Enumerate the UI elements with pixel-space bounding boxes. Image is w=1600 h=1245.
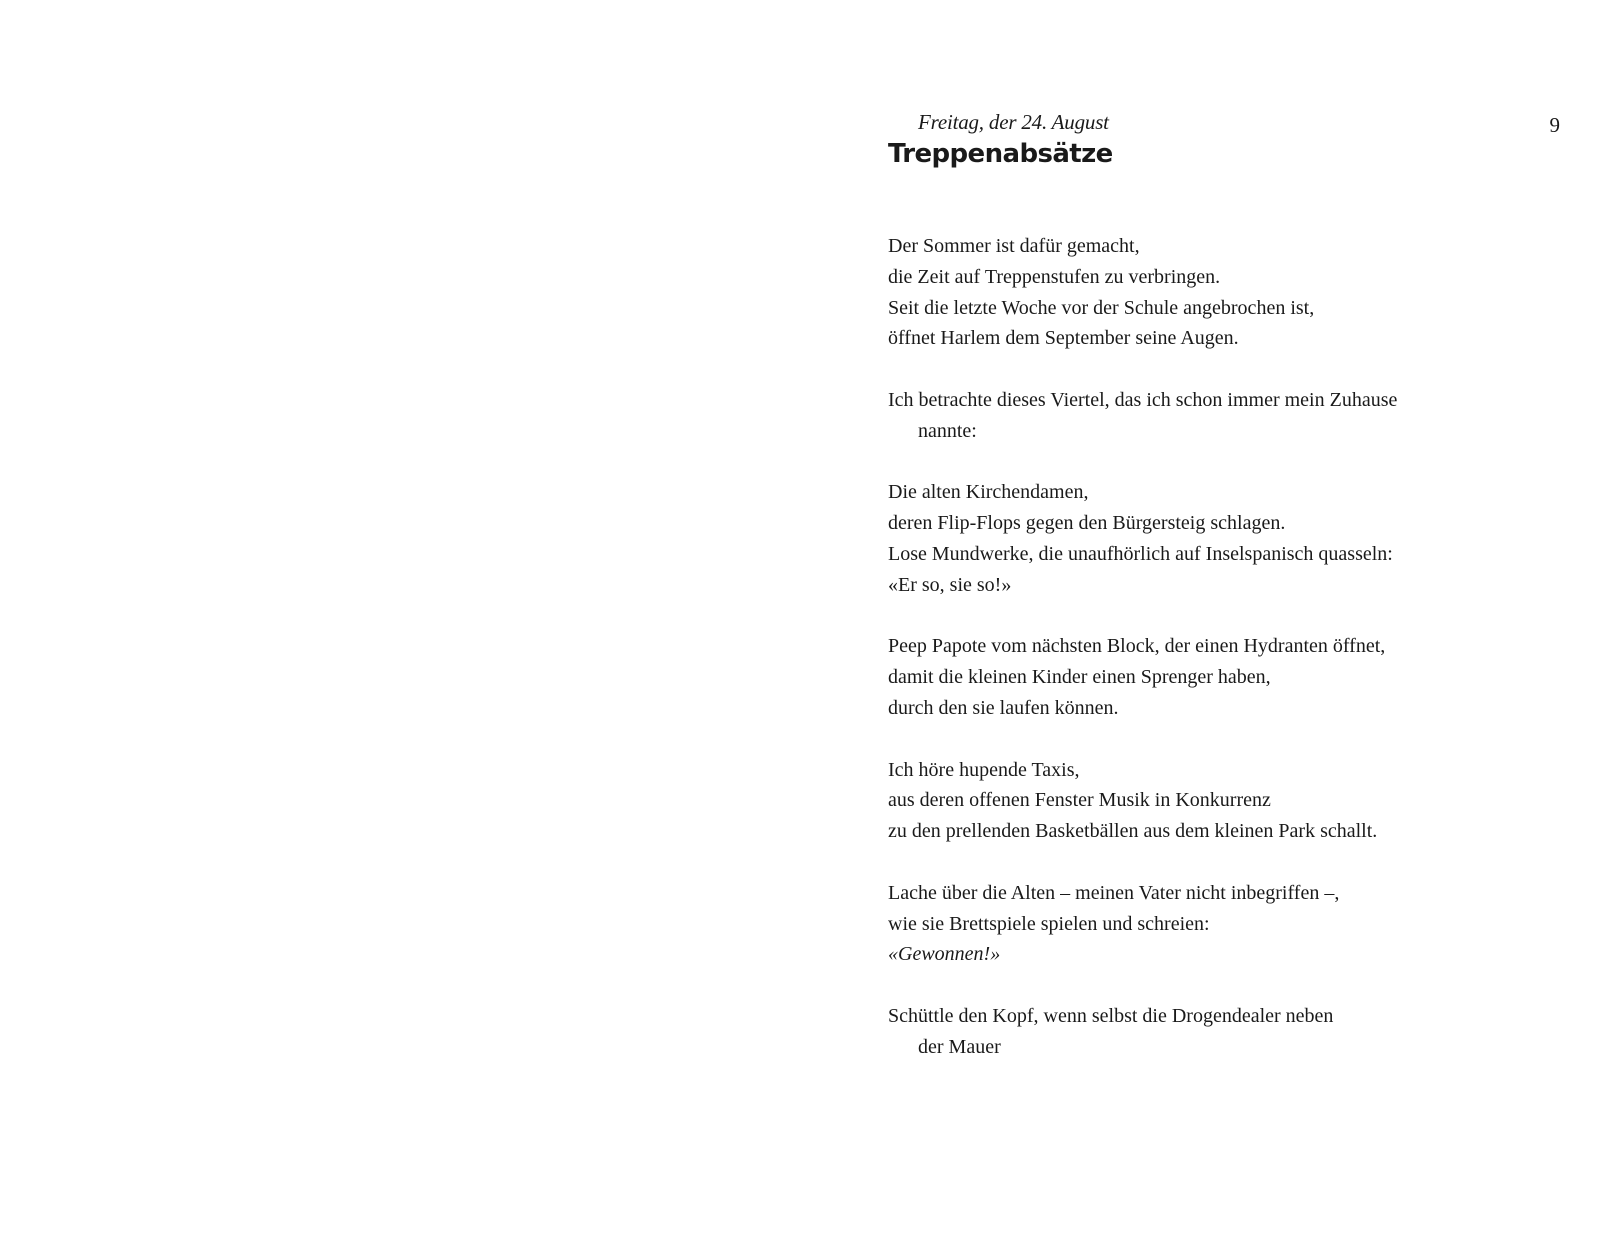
poem-line: öffnet Harlem dem September seine Augen.: [888, 327, 1239, 350]
poem-line: durch den sie laufen können.: [888, 696, 1119, 719]
poem-line: Peep Papote vom nächsten Block, der einen Hydranten öffnet,: [888, 635, 1386, 658]
poem-line: die Zeit auf Treppenstufen zu verbringen.: [888, 265, 1221, 288]
poem-line: Seit die letzte Woche vor der Schule angebrochen ist,: [888, 296, 1315, 319]
stanza: [888, 755, 1448, 847]
poem-line: Der Sommer ist dafür gemacht,: [888, 235, 1140, 257]
poem-line: wie sie Brettspiele spielen und schreien:: [888, 912, 1210, 935]
poem-line: zu den prellenden Basketbällen aus dem kleinen Park schallt.: [888, 820, 1378, 843]
poem-line: aus deren offenen Fenster Musik in Konkurrenz: [888, 789, 1271, 812]
poem-line: Ich höre hupende Taxis,: [888, 758, 1080, 781]
stanza: [888, 231, 1448, 354]
poem-line: Schüttle den Kopf, wenn selbst die Drogendealer neben: [888, 1004, 1334, 1027]
poem-line: Ich betrachte dieses Viertel, das ich schon immer mein Zuhause: [888, 388, 1398, 411]
poem-line: «Er so, sie so!»: [888, 573, 1012, 596]
poem-line: damit die kleinen Kinder einen Sprenger haben,: [888, 666, 1271, 689]
poem-body: [888, 231, 1448, 1093]
poem-title: Treppenabsätze: [888, 139, 1113, 169]
stanza: [888, 477, 1448, 600]
poem-line-continuation: der Mauer: [918, 1035, 1001, 1058]
poem-line: deren Flip-Flops gegen den Bürgersteig schlagen.: [888, 512, 1286, 535]
stanza: [888, 1001, 1448, 1063]
poem-line-italic: «Gewonnen!»: [888, 943, 1001, 966]
stanza: [888, 385, 1448, 447]
stanza: [888, 631, 1448, 723]
right-page: [800, 0, 1600, 1245]
poem-line: Die alten Kirchendamen,: [888, 481, 1089, 504]
page-number: 9: [1549, 113, 1560, 137]
entry-date: Freitag, der 24. August: [918, 110, 1109, 134]
poem-line-continuation: nannte:: [918, 419, 977, 442]
poem-line: Lose Mundwerke, die unaufhörlich auf Inselspanisch quasseln:: [888, 542, 1393, 565]
poem-line: Lache über die Alten – meinen Vater nicht inbegriffen –,: [888, 881, 1340, 904]
stanza: [888, 878, 1448, 970]
